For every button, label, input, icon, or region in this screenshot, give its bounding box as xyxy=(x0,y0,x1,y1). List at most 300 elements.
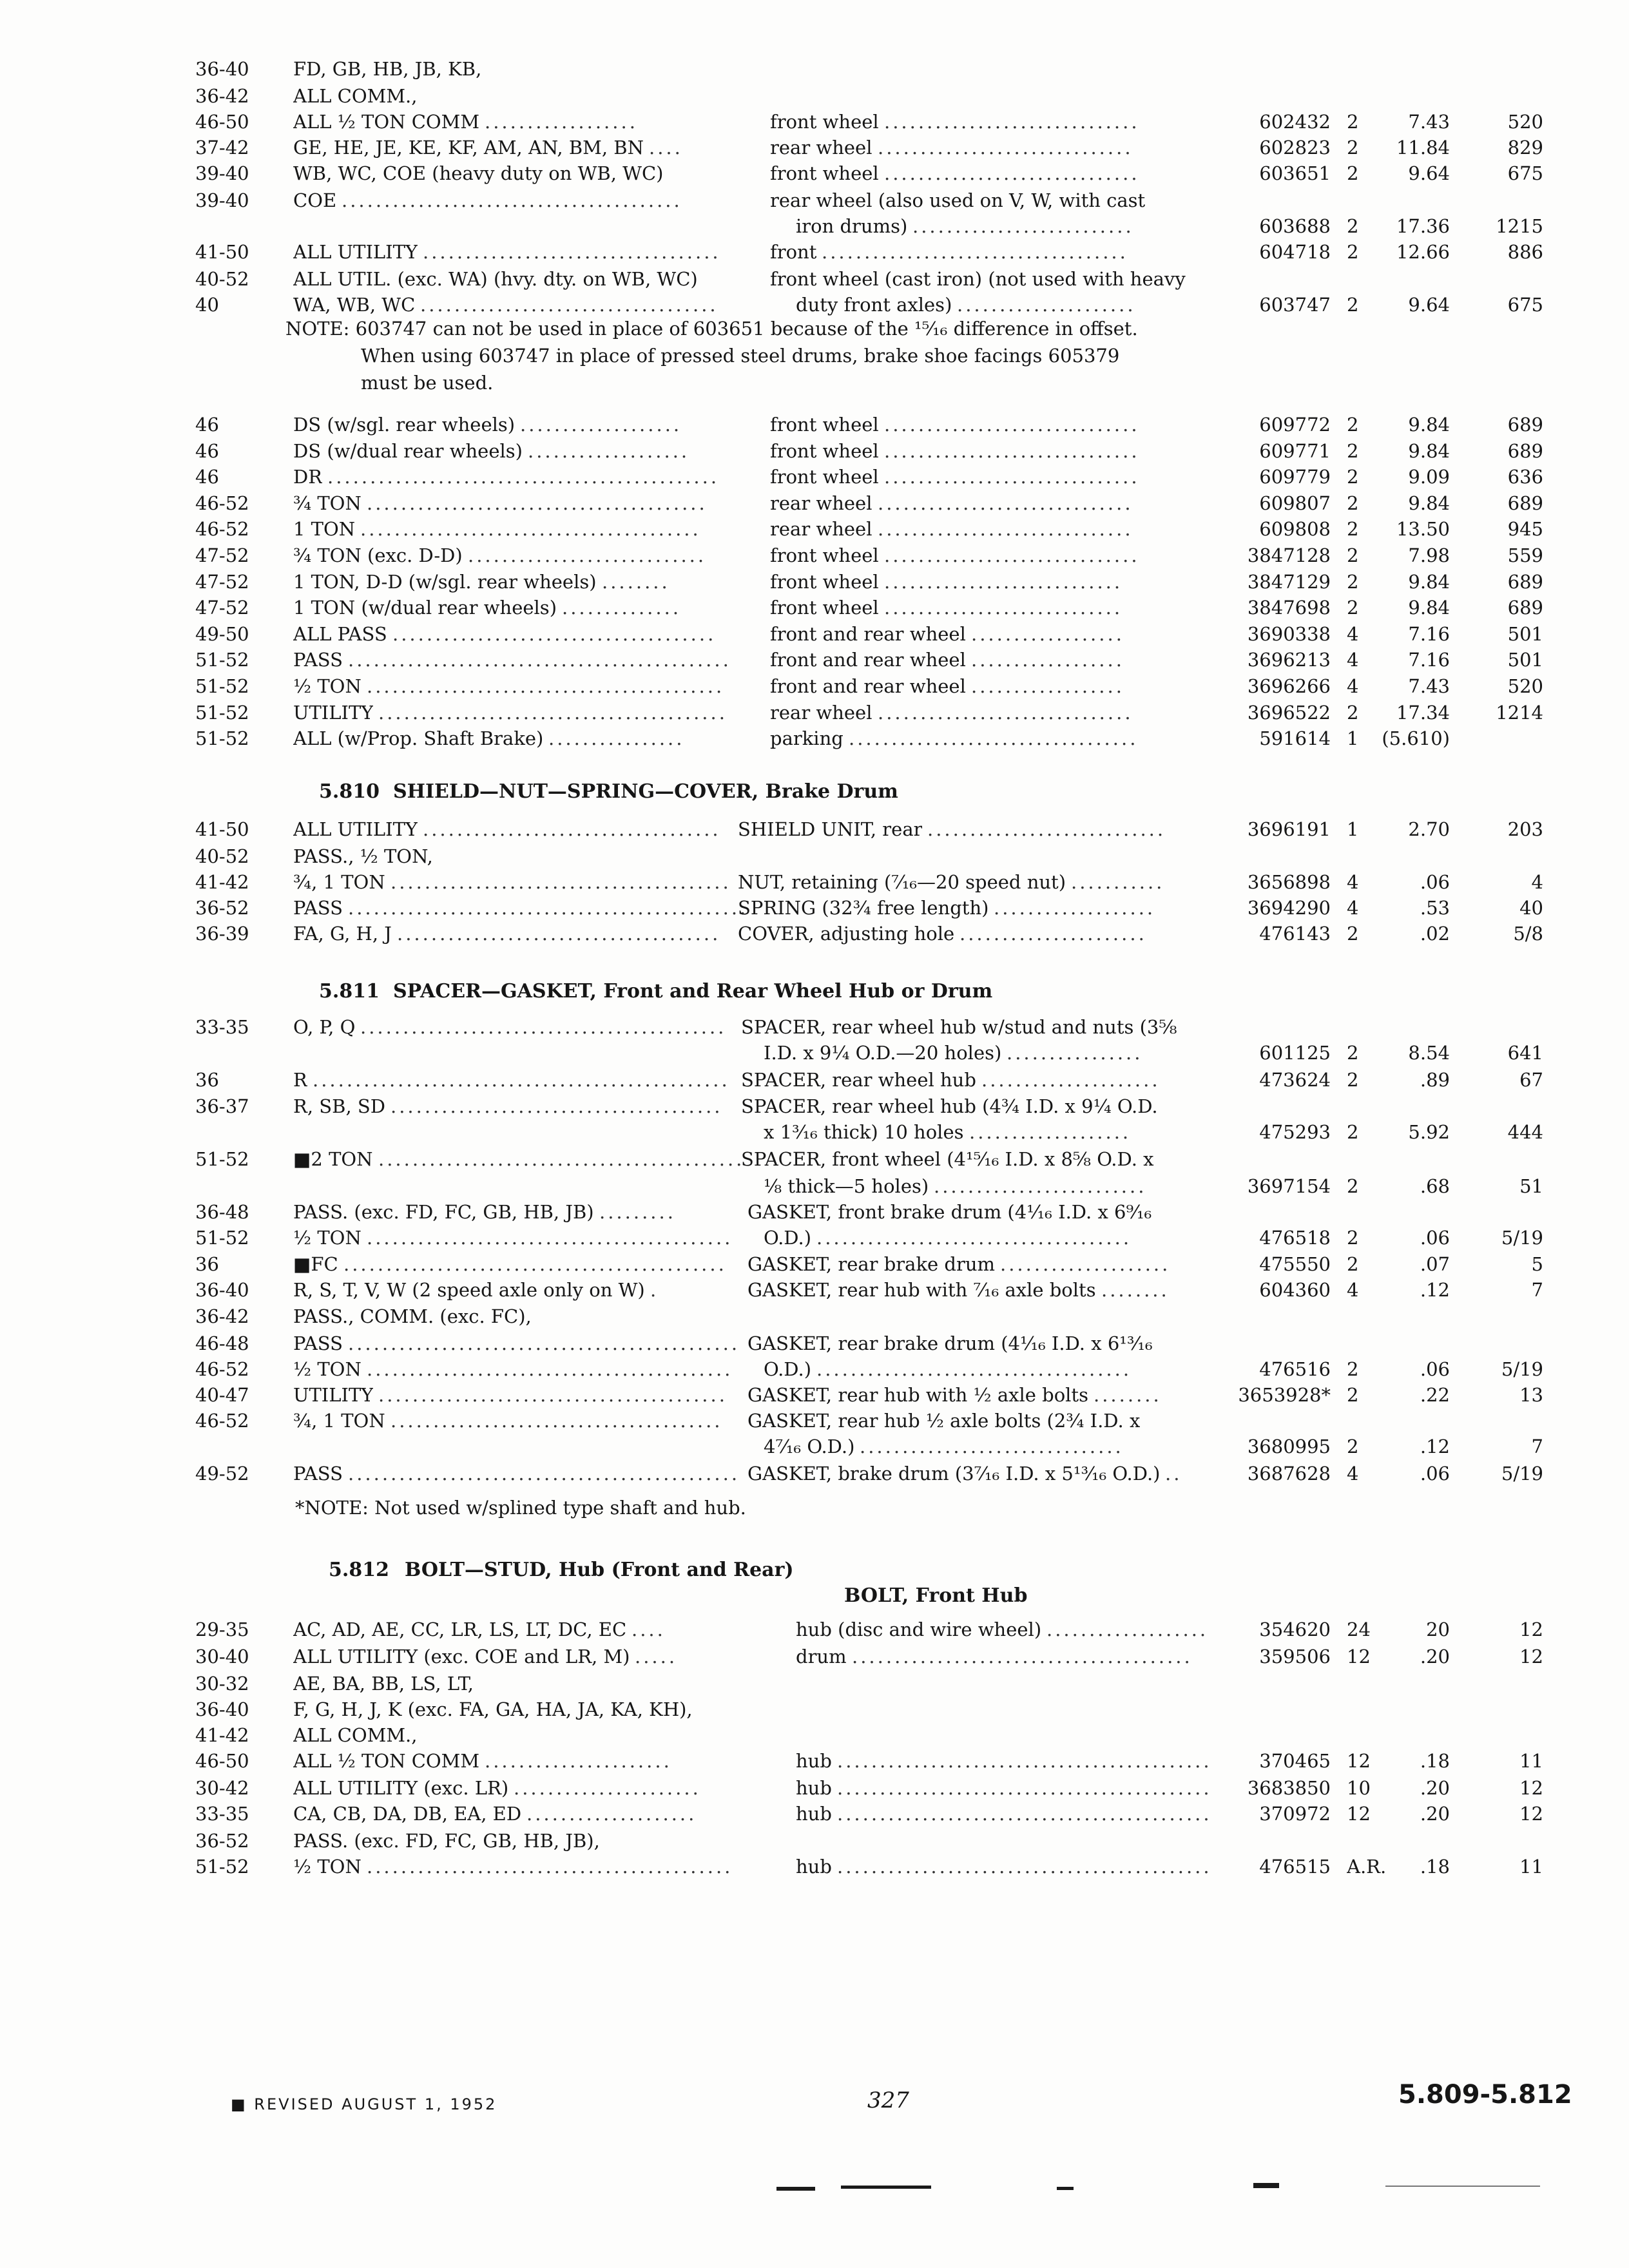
row-price: .12 xyxy=(1420,1279,1450,1301)
row-model-dots: .............................................. xyxy=(348,1332,740,1354)
row-year: 47-52 xyxy=(195,570,249,593)
row-code: 501 xyxy=(1507,649,1543,671)
row-code: 559 xyxy=(1507,544,1543,566)
row-model: FA, G, H, J xyxy=(293,923,392,945)
row-description: rear wheel xyxy=(770,492,872,514)
row-price: 9.64 xyxy=(1408,162,1450,184)
row-quantity: 2 xyxy=(1347,294,1359,316)
row-quantity: 24 xyxy=(1347,1619,1371,1640)
row-description: front and rear wheel xyxy=(770,649,966,671)
row-part-number: 476515 xyxy=(1259,1856,1331,1878)
row-description-dots: .. xyxy=(1165,1463,1182,1485)
row-description-dots: .................................... xyxy=(822,241,1128,263)
row-part-number: 3696266 xyxy=(1247,675,1331,697)
row-part-number: 476143 xyxy=(1259,923,1331,945)
row-description: front and rear wheel xyxy=(770,622,966,645)
row-quantity: 1 xyxy=(1347,818,1359,840)
row-code: 40 xyxy=(1519,897,1543,919)
row-description: SPACER, rear wheel hub (4¾ I.D. x 9¼ O.D. xyxy=(741,1095,1158,1117)
row-model-dots: ..... xyxy=(635,1646,678,1667)
row-year: 29-35 xyxy=(195,1619,249,1640)
row-code: 689 xyxy=(1507,414,1543,436)
row-description-dots: ..................... xyxy=(981,1069,1161,1091)
row-year: 40 xyxy=(195,294,219,316)
row-model: ½ TON xyxy=(293,1358,361,1380)
row-model: ALL UTILITY (exc. LR) xyxy=(293,1777,509,1799)
section-title: SHIELD—NUT—SPRING—COVER, Brake Drum xyxy=(393,780,898,803)
row-description: rear wheel xyxy=(770,137,872,159)
row-price: 8.54 xyxy=(1408,1042,1450,1064)
row-model: PASS. (exc. FD, FC, GB, HB, JB) xyxy=(293,1201,594,1223)
row-model-dots: ......................................... xyxy=(378,1384,728,1406)
row-year: 33-35 xyxy=(195,1016,249,1038)
row-price: .89 xyxy=(1420,1069,1450,1091)
row-code: 67 xyxy=(1519,1069,1543,1091)
row-model: O, P, Q xyxy=(293,1016,356,1038)
row-price: 9.84 xyxy=(1408,492,1450,514)
row-quantity: 2 xyxy=(1347,570,1359,593)
row-code: 5/19 xyxy=(1501,1358,1543,1380)
row-model: R, S, T, V, W (2 speed axle only on W) xyxy=(293,1279,645,1301)
row-description: O.D.) xyxy=(764,1358,812,1380)
row-model: PASS., ½ TON, xyxy=(293,845,433,867)
row-quantity: 2 xyxy=(1347,466,1359,488)
row-quantity: 2 xyxy=(1347,241,1359,263)
row-code: 12 xyxy=(1519,1803,1543,1825)
scan-mark xyxy=(1385,2186,1540,2187)
row-description-dots: .................... xyxy=(1000,1253,1171,1275)
row-price: .18 xyxy=(1420,1856,1450,1878)
row-description: GASKET, rear brake drum xyxy=(747,1253,995,1275)
row-code: 501 xyxy=(1507,622,1543,645)
row-model: ALL UTILITY xyxy=(293,818,418,840)
row-part-number: 475293 xyxy=(1259,1121,1331,1143)
row-year: 36-42 xyxy=(195,1305,249,1327)
row-year: 41-50 xyxy=(195,241,249,263)
row-model-dots: . xyxy=(650,1279,659,1301)
row-code: 11 xyxy=(1519,1856,1543,1878)
row-code: 520 xyxy=(1507,111,1543,133)
row-code: 520 xyxy=(1507,675,1543,697)
row-description-dots: ................... xyxy=(969,1121,1132,1143)
row-model-dots: .............. xyxy=(562,597,682,619)
row-code: 4 xyxy=(1531,871,1543,893)
row-model-dots: ................................... xyxy=(420,294,718,316)
section-title: BOLT—STUD, Hub (Front and Rear) xyxy=(405,1559,794,1581)
row-price: 9.09 xyxy=(1408,466,1450,488)
row-code: 689 xyxy=(1507,597,1543,619)
row-part-number: 603651 xyxy=(1259,162,1331,184)
row-description: front wheel xyxy=(770,111,879,133)
row-price: .07 xyxy=(1420,1253,1450,1275)
row-year: 36-48 xyxy=(195,1201,249,1223)
row-code: 51 xyxy=(1519,1175,1543,1197)
row-price: 17.36 xyxy=(1396,215,1450,237)
row-model-dots: ................ xyxy=(548,727,685,750)
row-price: .18 xyxy=(1420,1750,1450,1772)
row-model-dots: .... xyxy=(631,1619,666,1640)
row-description-dots: ............................ xyxy=(927,818,1166,840)
row-description: hub xyxy=(796,1777,832,1799)
row-model: ALL ½ TON COMM xyxy=(293,1750,480,1772)
row-model: ¾, 1 TON xyxy=(293,871,385,893)
row-model-dots: ............................................. xyxy=(343,1253,727,1275)
row-model-dots: ........................................... xyxy=(367,1227,733,1249)
row-part-number: 3653928* xyxy=(1238,1384,1331,1406)
row-quantity: 2 xyxy=(1347,137,1359,159)
row-year: 40-47 xyxy=(195,1384,249,1406)
row-description: front wheel (cast iron) (not used with heavy xyxy=(770,268,1186,290)
row-model: COE xyxy=(293,189,337,211)
row-description-dots: ............................................ xyxy=(837,1750,1212,1772)
row-year: 40-52 xyxy=(195,845,249,867)
row-year: 51-52 xyxy=(195,727,249,750)
row-quantity: 2 xyxy=(1347,1253,1359,1275)
row-description: front wheel xyxy=(770,544,879,566)
row-price: 2.70 xyxy=(1408,818,1450,840)
row-code: 5/8 xyxy=(1513,923,1543,945)
row-description: iron drums) xyxy=(796,215,908,237)
row-year: 41-42 xyxy=(195,1724,249,1746)
row-quantity: 4 xyxy=(1347,649,1359,671)
row-price: 7.98 xyxy=(1408,544,1450,566)
row-quantity: 2 xyxy=(1347,439,1359,462)
row-code: 5 xyxy=(1531,1253,1543,1275)
row-price: .06 xyxy=(1420,1227,1450,1249)
row-price: 7.16 xyxy=(1408,622,1450,645)
row-model-dots: ...................................... xyxy=(392,622,717,645)
row-part-number: 609808 xyxy=(1259,518,1331,541)
row-quantity: 12 xyxy=(1347,1646,1371,1667)
row-model-dots: ........................................ xyxy=(342,189,682,211)
row-model-dots: ................................................. xyxy=(313,1069,730,1091)
row-year: 51-52 xyxy=(195,649,249,671)
section-range: 5.809-5.812 xyxy=(1398,2080,1572,2109)
row-quantity: 2 xyxy=(1347,215,1359,237)
row-code: 7 xyxy=(1531,1436,1543,1457)
row-part-number: 609771 xyxy=(1259,439,1331,462)
row-price: 7.43 xyxy=(1408,675,1450,697)
row-quantity: 2 xyxy=(1347,414,1359,436)
row-model-dots: ...................................... xyxy=(397,923,721,945)
row-description-dots: .............................. xyxy=(884,414,1140,436)
row-code: 13 xyxy=(1519,1384,1543,1406)
row-code: 886 xyxy=(1507,241,1543,263)
row-year: 49-52 xyxy=(195,1463,249,1485)
row-model-dots: ........................................ xyxy=(367,492,708,514)
row-model: ■FC xyxy=(293,1253,338,1275)
row-part-number: 3690338 xyxy=(1247,622,1331,645)
row-description-dots: .............................. xyxy=(884,162,1140,184)
row-price: 9.84 xyxy=(1408,597,1450,619)
row-year: 46-48 xyxy=(195,1332,249,1354)
row-model-dots: ....................................... xyxy=(390,1095,723,1117)
row-description: O.D.) xyxy=(764,1227,812,1249)
row-part-number: 591614 xyxy=(1259,727,1331,750)
row-model: PASS xyxy=(293,1332,343,1354)
row-price: (5.610) xyxy=(1382,727,1450,750)
row-model-dots: ................... xyxy=(520,414,682,436)
row-description: GASKET, rear hub ½ axle bolts (2¾ I.D. x xyxy=(747,1410,1141,1432)
row-description: GASKET, rear hub with ½ axle bolts xyxy=(747,1384,1088,1406)
row-model: ALL COMM., xyxy=(293,1724,418,1746)
row-price: .06 xyxy=(1420,1463,1450,1485)
row-model-dots: ................... xyxy=(528,439,690,462)
row-price: 9.84 xyxy=(1408,570,1450,593)
row-description: SPRING (32¾ free length) xyxy=(738,897,989,919)
row-description-dots: ............................ xyxy=(884,597,1123,619)
row-quantity: 2 xyxy=(1347,1436,1359,1457)
row-year: 46-52 xyxy=(195,518,249,541)
row-price: 9.64 xyxy=(1408,294,1450,316)
row-price: .68 xyxy=(1420,1175,1450,1197)
row-code: 7 xyxy=(1531,1279,1543,1301)
row-price: .20 xyxy=(1420,1646,1450,1667)
row-year: 37-42 xyxy=(195,137,249,159)
row-model: ALL (w/Prop. Shaft Brake) xyxy=(293,727,544,750)
row-description-dots: ............................................ xyxy=(837,1856,1212,1878)
row-quantity: 2 xyxy=(1347,518,1359,541)
row-model: ALL UTILITY xyxy=(293,241,418,263)
row-part-number: 359506 xyxy=(1259,1646,1331,1667)
row-code: 829 xyxy=(1507,137,1543,159)
row-model-dots: ........................................... xyxy=(378,1148,745,1170)
row-code: 12 xyxy=(1519,1619,1543,1640)
row-description: I.D. x 9¼ O.D.—20 holes) xyxy=(764,1042,1002,1064)
row-model-dots: .... xyxy=(649,137,683,159)
row-model: ½ TON xyxy=(293,1227,361,1249)
row-description-dots: ...................... xyxy=(959,923,1147,945)
row-description-dots: ........ xyxy=(1094,1384,1162,1406)
row-quantity: 4 xyxy=(1347,897,1359,919)
row-model-dots: ......... xyxy=(599,1201,676,1223)
row-description: front wheel xyxy=(770,570,879,593)
row-quantity: 10 xyxy=(1347,1777,1371,1799)
row-code: 1214 xyxy=(1496,701,1543,724)
row-price: 7.16 xyxy=(1408,649,1450,671)
row-model: R, SB, SD xyxy=(293,1095,386,1117)
row-part-number: 3696522 xyxy=(1247,701,1331,724)
row-description: GASKET, rear brake drum (4¹⁄₁₆ I.D. x 6¹³⁄₁₆ xyxy=(747,1332,1153,1354)
row-description-dots: ............................................ xyxy=(837,1803,1212,1825)
row-year: 40-52 xyxy=(195,268,249,290)
row-description-dots: ........... xyxy=(1071,871,1165,893)
row-price: .02 xyxy=(1420,923,1450,945)
row-year: 36-42 xyxy=(195,85,249,107)
row-part-number: 3847128 xyxy=(1247,544,1331,566)
row-description: SHIELD UNIT, rear xyxy=(738,818,923,840)
row-description-dots: ................ xyxy=(1007,1042,1143,1064)
row-description: parking xyxy=(770,727,843,750)
row-year: 41-42 xyxy=(195,871,249,893)
row-description: GASKET, brake drum (3⁷⁄₁₆ I.D. x 5¹³⁄₁₆ O.D.) xyxy=(747,1463,1161,1485)
row-quantity: 2 xyxy=(1347,1069,1359,1091)
row-description: front xyxy=(770,241,817,263)
row-model: R xyxy=(293,1069,307,1091)
row-quantity: 2 xyxy=(1347,544,1359,566)
row-quantity: 2 xyxy=(1347,1121,1359,1143)
row-year: 36 xyxy=(195,1253,219,1275)
row-description: COVER, adjusting hole xyxy=(738,923,955,945)
row-price: .22 xyxy=(1420,1384,1450,1406)
row-description: front wheel xyxy=(770,414,879,436)
row-description-dots: .................. xyxy=(971,649,1124,671)
row-model-dots: .................... xyxy=(526,1803,697,1825)
row-description: SPACER, front wheel (4¹⁵⁄₁₆ I.D. x 8⅝ O.D. x xyxy=(741,1148,1154,1170)
row-model: WB, WC, COE (heavy duty on WB, WC) xyxy=(293,162,664,184)
row-description-dots: .................. xyxy=(971,622,1124,645)
row-model: UTILITY xyxy=(293,701,374,724)
section-note: *NOTE: Not used w/splined type shaft and hub. xyxy=(295,1497,746,1519)
row-model: ¾ TON (exc. D-D) xyxy=(293,544,463,566)
row-part-number: 602823 xyxy=(1259,137,1331,159)
row-part-number: 3696191 xyxy=(1247,818,1331,840)
row-description-dots: ..................... xyxy=(957,294,1136,316)
row-description: ⅛ thick—5 holes) xyxy=(764,1175,929,1197)
row-model: PASS., COMM. (exc. FC), xyxy=(293,1305,532,1327)
note-line: must be used. xyxy=(361,372,494,394)
row-year: 47-52 xyxy=(195,544,249,566)
row-part-number: 603747 xyxy=(1259,294,1331,316)
row-model-dots: ............................................... xyxy=(348,897,749,919)
row-description: front wheel xyxy=(770,162,879,184)
row-model: 1 TON xyxy=(293,518,356,541)
row-year: 46-52 xyxy=(195,1410,249,1432)
row-part-number: 3696213 xyxy=(1247,649,1331,671)
row-year: 36-40 xyxy=(195,1698,249,1720)
row-model: WA, WB, WC xyxy=(293,294,416,316)
row-quantity: 2 xyxy=(1347,1384,1359,1406)
row-model: ALL UTILITY (exc. COE and LR, M) xyxy=(293,1646,630,1667)
row-model: ALL COMM., xyxy=(293,85,418,107)
row-description: SPACER, rear wheel hub w/stud and nuts (3⅝ xyxy=(741,1016,1177,1038)
row-quantity: 2 xyxy=(1347,1175,1359,1197)
row-description: front wheel xyxy=(770,439,879,462)
row-code: 689 xyxy=(1507,492,1543,514)
row-code: 1215 xyxy=(1496,215,1543,237)
row-part-number: 475550 xyxy=(1259,1253,1331,1275)
row-description-dots: ............................... xyxy=(860,1436,1124,1457)
row-part-number: 3694290 xyxy=(1247,897,1331,919)
section-number: 5.810 xyxy=(319,780,380,803)
row-model-dots: ................................... xyxy=(423,241,721,263)
row-quantity: 4 xyxy=(1347,1279,1359,1301)
row-description-dots: .............................. xyxy=(884,544,1140,566)
row-part-number: 603688 xyxy=(1259,215,1331,237)
row-quantity: 2 xyxy=(1347,111,1359,133)
row-model: DS (w/dual rear wheels) xyxy=(293,439,523,462)
row-quantity: 4 xyxy=(1347,675,1359,697)
row-description-dots: .......................... xyxy=(912,215,1134,237)
row-year: 51-52 xyxy=(195,675,249,697)
row-quantity: 2 xyxy=(1347,1227,1359,1249)
row-part-number: 609772 xyxy=(1259,414,1331,436)
row-year: 46-50 xyxy=(195,1750,249,1772)
row-price: 5.92 xyxy=(1408,1121,1450,1143)
row-description: hub xyxy=(796,1750,832,1772)
row-year: 36-52 xyxy=(195,897,249,919)
row-price: .20 xyxy=(1420,1777,1450,1799)
row-description-dots: ................... xyxy=(1046,1619,1209,1640)
row-part-number: 3697154 xyxy=(1247,1175,1331,1197)
row-price: 17.34 xyxy=(1396,701,1450,724)
row-description: NUT, retaining (⁷⁄₁₆—20 speed nut) xyxy=(738,871,1066,893)
row-model: AE, BA, BB, LS, LT, xyxy=(293,1673,474,1695)
row-model: CA, CB, DA, DB, EA, ED xyxy=(293,1803,522,1825)
row-description-dots: .............................. xyxy=(878,492,1133,514)
row-part-number: 476518 xyxy=(1259,1227,1331,1249)
row-year: 51-52 xyxy=(195,1856,249,1878)
row-code: 945 xyxy=(1507,518,1543,541)
row-quantity: 2 xyxy=(1347,492,1359,514)
row-description-dots: .................................. xyxy=(849,727,1139,750)
row-year: 51-52 xyxy=(195,1148,249,1170)
row-model: DR xyxy=(293,466,323,488)
row-code: 675 xyxy=(1507,294,1543,316)
row-year: 39-40 xyxy=(195,162,249,184)
row-code: 12 xyxy=(1519,1646,1543,1667)
row-year: 36-52 xyxy=(195,1830,249,1852)
row-model-dots: ......................................... xyxy=(378,701,728,724)
row-quantity: 2 xyxy=(1347,1042,1359,1064)
row-description: GASKET, front brake drum (4¹⁄₁₆ I.D. x 6⁹⁄₁₆ xyxy=(747,1201,1152,1223)
row-part-number: 3680995 xyxy=(1247,1436,1331,1457)
row-year: 46 xyxy=(195,414,219,436)
row-description-dots: ........................................ xyxy=(852,1646,1193,1667)
row-description-dots: .................. xyxy=(971,675,1124,697)
row-price: 9.84 xyxy=(1408,414,1450,436)
row-year: 51-52 xyxy=(195,1227,249,1249)
row-model-dots: ............................................. xyxy=(348,649,731,671)
scan-mark xyxy=(1057,2187,1074,2190)
row-quantity: 2 xyxy=(1347,162,1359,184)
row-year: 30-32 xyxy=(195,1673,249,1695)
row-year: 46 xyxy=(195,439,219,462)
row-description-dots: .............................. xyxy=(878,137,1133,159)
subsection-title: BOLT, Front Hub xyxy=(844,1584,1028,1607)
row-part-number: 3687628 xyxy=(1247,1463,1331,1485)
row-description: front and rear wheel xyxy=(770,675,966,697)
row-description-dots: .............................. xyxy=(884,439,1140,462)
row-model-dots: ............................ xyxy=(468,544,707,566)
row-model-dots: .............................................. xyxy=(327,466,720,488)
row-price: 20 xyxy=(1426,1619,1450,1640)
row-part-number: 601125 xyxy=(1259,1042,1331,1064)
row-description-dots: .............................. xyxy=(884,466,1140,488)
row-description: rear wheel xyxy=(770,701,872,724)
row-year: 36 xyxy=(195,1069,219,1091)
row-model: ALL ½ TON COMM xyxy=(293,111,480,133)
row-model: ALL PASS xyxy=(293,622,387,645)
row-description-dots: ............................ xyxy=(884,570,1123,593)
row-quantity: A.R. xyxy=(1347,1856,1387,1878)
page-number: 327 xyxy=(867,2088,909,2113)
section-number: 5.811 xyxy=(319,980,380,1003)
row-price: 13.50 xyxy=(1396,518,1450,541)
row-part-number: 604718 xyxy=(1259,241,1331,263)
row-description-dots: .............................. xyxy=(878,701,1133,724)
row-price: 12.66 xyxy=(1396,241,1450,263)
row-year: 36-37 xyxy=(195,1095,249,1117)
row-description: rear wheel xyxy=(770,518,872,541)
row-year: 51-52 xyxy=(195,701,249,724)
row-year: 36-40 xyxy=(195,58,249,80)
row-description-dots: ..................................... xyxy=(816,1227,1132,1249)
row-model-dots: ........ xyxy=(602,570,670,593)
row-model: ■2 TON xyxy=(293,1148,373,1170)
row-model: F, G, H, J, K (exc. FA, GA, HA, JA, KA, KH), xyxy=(293,1698,693,1720)
row-description: rear wheel (also used on V, W, with cast xyxy=(770,189,1146,211)
